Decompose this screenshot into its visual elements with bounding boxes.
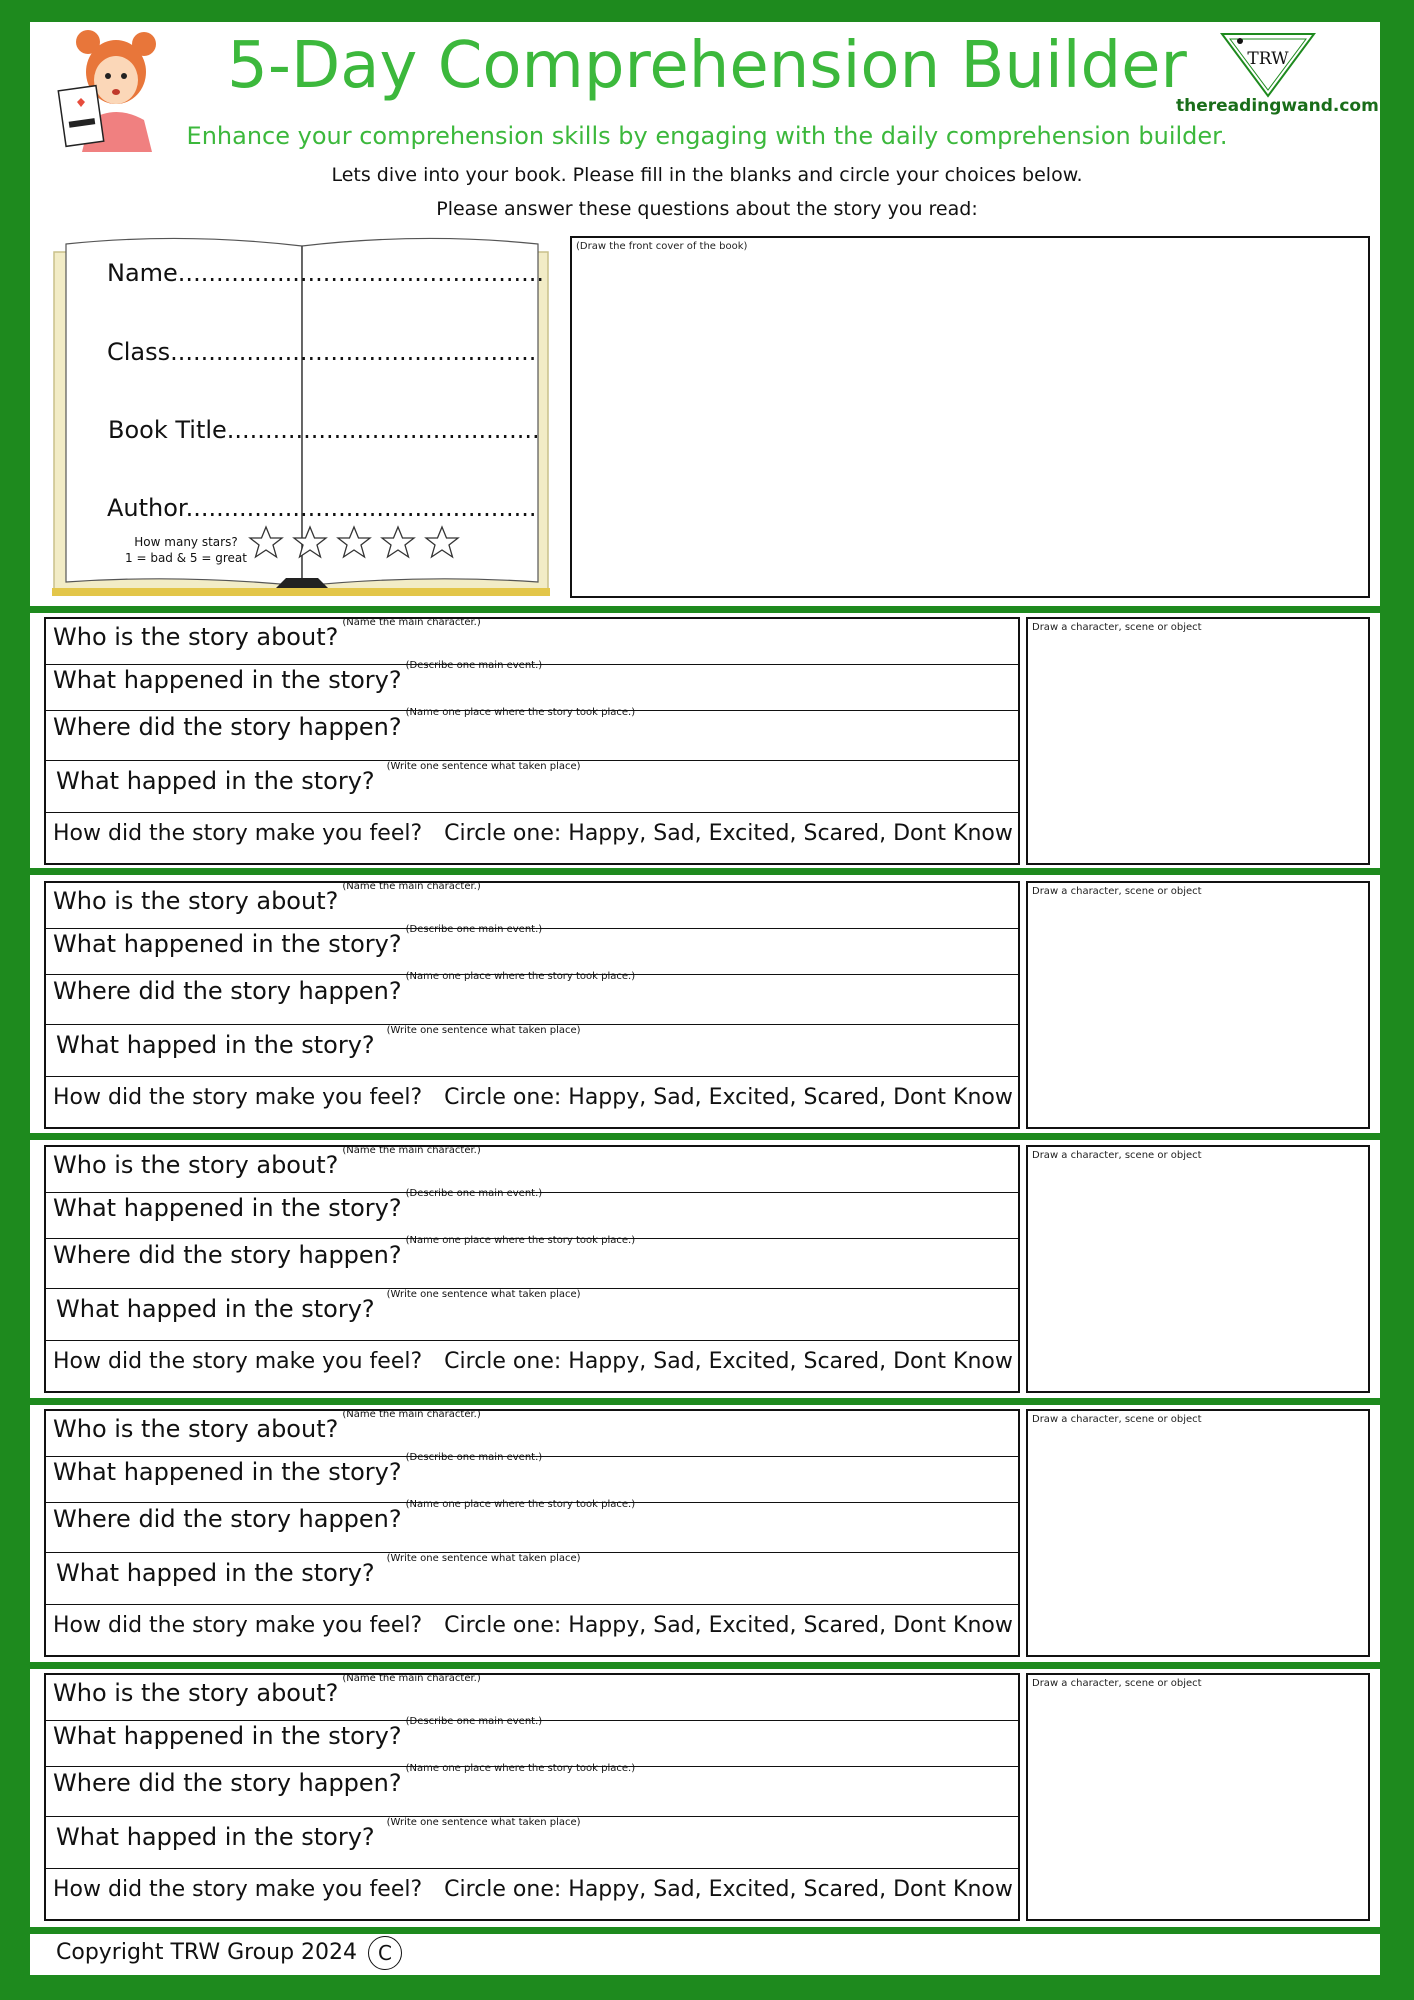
copyright-text: Copyright TRW Group 2024	[56, 1940, 358, 1965]
question-row-feeling[interactable]: How did the story make you feel? Circle one: Happy, Sad, Excited, Scared, Dont Know	[53, 1877, 1013, 1902]
question-row-feeling[interactable]: How did the story make you feel? Circle one: Happy, Sad, Excited, Scared, Dont Know	[53, 1349, 1013, 1374]
question-row-character[interactable]: Who is the story about?$^{(Name the main character.)}$	[46, 1675, 1018, 1721]
stars-label-line1: How many stars?	[134, 535, 238, 549]
divider	[30, 1662, 1380, 1669]
question-row-feeling[interactable]: How did the story make you feel? Circle one: Happy, Sad, Excited, Scared, Dont Know	[53, 1085, 1013, 1110]
question-row-sentence[interactable]: What happed in the story?$^{(Write one sentence what taken place)}$	[46, 1817, 1018, 1869]
drawing-box-label: Draw a character, scene or object	[1032, 1150, 1202, 1161]
logo-text: TRW	[1247, 49, 1289, 69]
question-row-character[interactable]: Who is the story about?$^{(Name the main character.)}$	[46, 883, 1018, 929]
question-row-event[interactable]: What happened in the story?$^{(Describe one main event.)}$	[46, 1457, 1018, 1503]
question-row-place[interactable]: Where did the story happen?$^{(Name one place where the story took place.)}$	[46, 1239, 1018, 1289]
divider	[30, 606, 1380, 613]
star-rating[interactable]	[246, 524, 462, 564]
questions-box	[44, 1673, 1020, 1921]
question-row-feeling[interactable]: How did the story make you feel? Circle one: Happy, Sad, Excited, Scared, Dont Know	[53, 821, 1013, 846]
stars-label-line2: 1 = bad & 5 = great	[125, 551, 247, 565]
page-subtitle: Enhance your comprehension skills by engaging with the daily comprehension builder.	[186, 122, 1228, 150]
name-field[interactable]: Name................................................	[107, 259, 544, 287]
class-field[interactable]: Class................................................	[107, 338, 537, 366]
question-row-character[interactable]: Who is the story about?$^{(Name the main character.)}$	[46, 1147, 1018, 1193]
star-icon	[338, 527, 370, 557]
question-row-sentence[interactable]: What happed in the story?$^{(Write one sentence what taken place)}$	[46, 1553, 1018, 1605]
questions-box	[44, 881, 1020, 1129]
drawing-box[interactable]	[1026, 1145, 1370, 1393]
question-row-feeling[interactable]: How did the story make you feel? Circle one: Happy, Sad, Excited, Scared, Dont Know	[53, 1613, 1013, 1638]
website-url: thereadingwand.com	[1176, 96, 1379, 116]
intro-text-2: Please answer these questions about the story you read:	[436, 198, 978, 220]
questions-box	[44, 1145, 1020, 1393]
star-icon	[250, 527, 282, 557]
author-field[interactable]: Author..............................................	[107, 494, 537, 522]
day-section-3	[44, 1145, 1370, 1393]
divider	[30, 1133, 1380, 1140]
question-row-event[interactable]: What happened in the story?$^{(Describe one main event.)}$	[46, 665, 1018, 711]
drawing-box[interactable]	[1026, 881, 1370, 1129]
divider	[30, 1927, 1380, 1934]
question-row-place[interactable]: Where did the story happen?$^{(Name one place where the story took place.)}$	[46, 1503, 1018, 1553]
drawing-box[interactable]	[1026, 1673, 1370, 1921]
page-title: 5-Day Comprehension Builder	[227, 29, 1187, 103]
drawing-box-label: Draw a character, scene or object	[1032, 1414, 1202, 1425]
cover-drawing-label: (Draw the front cover of the book)	[576, 241, 748, 252]
copyright-footer	[56, 1936, 402, 1970]
drawing-box[interactable]	[1026, 617, 1370, 865]
question-row-sentence[interactable]: What happed in the story?$^{(Write one sentence what taken place)}$	[46, 1025, 1018, 1077]
book-title-field[interactable]: Book Title.........................................	[108, 416, 540, 444]
question-row-character[interactable]: Who is the story about?$^{(Name the main character.)}$	[46, 619, 1018, 665]
divider	[30, 1398, 1380, 1405]
star-icon	[382, 527, 414, 557]
question-row-place[interactable]: Where did the story happen?$^{(Name one place where the story took place.)}$	[46, 1767, 1018, 1817]
star-icon	[426, 527, 458, 557]
star-icon	[294, 527, 326, 557]
copyright-icon: C	[368, 1936, 402, 1970]
day-section-1	[44, 617, 1370, 865]
stars-question	[120, 534, 252, 566]
questions-box	[44, 1409, 1020, 1657]
day-section-5	[44, 1673, 1370, 1921]
drawing-box[interactable]	[1026, 1409, 1370, 1657]
question-row-sentence[interactable]: What happed in the story?$^{(Write one sentence what taken place)}$	[46, 1289, 1018, 1341]
question-row-character[interactable]: Who is the story about?$^{(Name the main character.)}$	[46, 1411, 1018, 1457]
questions-box	[44, 617, 1020, 865]
drawing-box-label: Draw a character, scene or object	[1032, 1678, 1202, 1689]
question-row-event[interactable]: What happened in the story?$^{(Describe one main event.)}$	[46, 1193, 1018, 1239]
question-row-sentence[interactable]: What happed in the story?$^{(Write one sentence what taken place)}$	[46, 761, 1018, 813]
drawing-box-label: Draw a character, scene or object	[1032, 886, 1202, 897]
question-row-place[interactable]: Where did the story happen?$^{(Name one place where the story took place.)}$	[46, 711, 1018, 761]
question-row-place[interactable]: Where did the story happen?$^{(Name one place where the story took place.)}$	[46, 975, 1018, 1025]
question-row-event[interactable]: What happened in the story?$^{(Describe one main event.)}$	[46, 929, 1018, 975]
day-section-2	[44, 881, 1370, 1129]
drawing-box-label: Draw a character, scene or object	[1032, 622, 1202, 633]
trw-logo	[1218, 30, 1318, 100]
question-row-event[interactable]: What happened in the story?$^{(Describe one main event.)}$	[46, 1721, 1018, 1767]
divider	[30, 868, 1380, 875]
intro-text-1: Lets dive into your book. Please fill in the blanks and circle your choices below.	[331, 164, 1083, 186]
day-section-4	[44, 1409, 1370, 1657]
cover-drawing-box[interactable]	[570, 236, 1370, 598]
